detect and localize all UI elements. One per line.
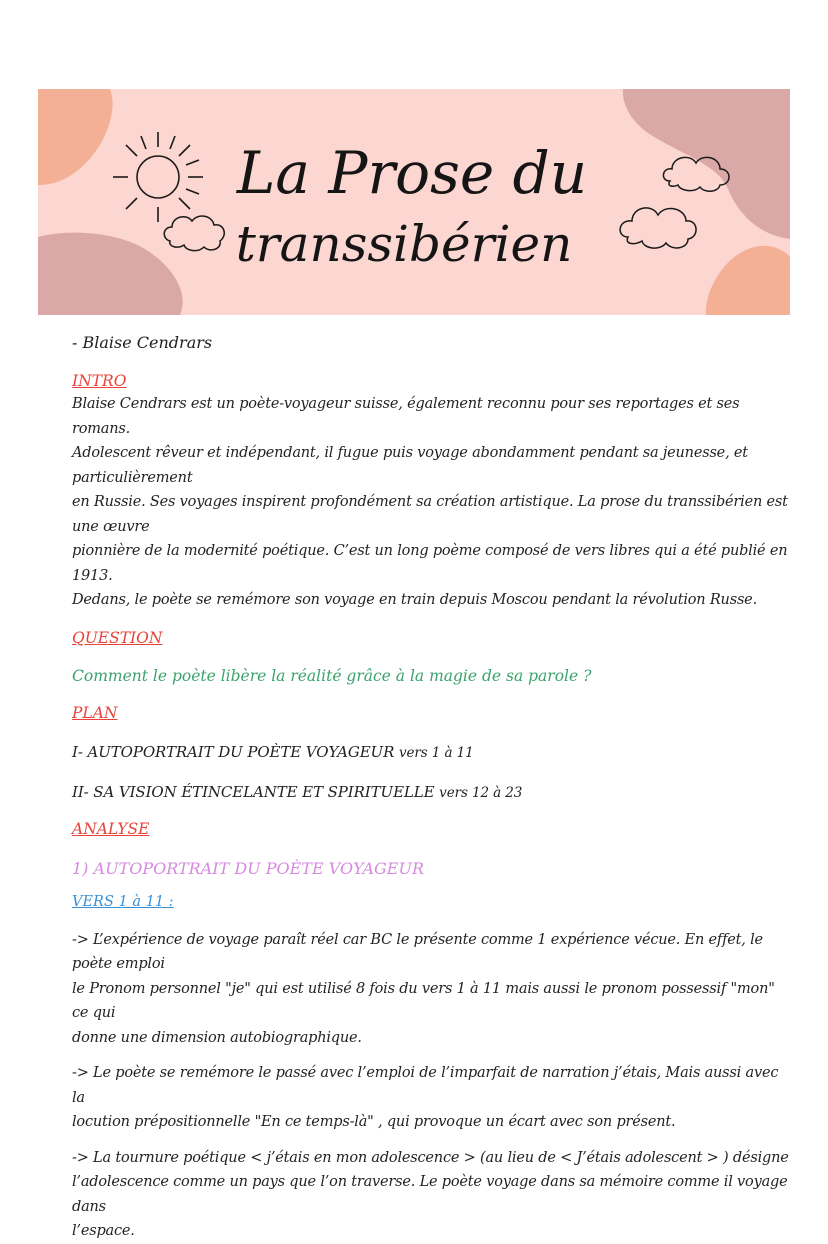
plan-part-2-title: II- SA VISION ÉTINCELANTE ET SPIRITUELLE: [72, 782, 440, 801]
intro-line: Blaise Cendrars est un poète-voyageur suisse, également reconnu pour ses reportages et ses romans.: [72, 396, 740, 437]
vers-label: VERS 1 à 11 :: [72, 893, 174, 910]
intro-heading: INTRO: [72, 372, 127, 390]
analyse-paragraph-2: [72, 1061, 792, 1135]
analyse-line: locution prépositionnelle "En ce temps-là" , qui provoque un écart avec son présent.: [72, 1114, 676, 1130]
author-line: - Blaise Cendrars: [72, 333, 213, 352]
analyse-paragraph-3: [72, 1146, 792, 1244]
plan-part-1-vers: vers 1 à 11: [398, 744, 474, 761]
document-body: [72, 333, 792, 1244]
analyse-line: -> La tournure poétique < j’étais en mon adolescence > (au lieu de < J’étais adolescent > ) désigne: [72, 1149, 789, 1166]
plan-part-1-title: I- AUTOPORTRAIT DU POÈTE VOYAGEUR: [72, 742, 399, 761]
analyse-line: -> L’expérience de voyage paraît réel car BC le présente comme 1 expérience vécue. En effet, le poète emploi: [72, 931, 763, 972]
banner-graphic: [38, 89, 790, 315]
intro-paragraph: [72, 392, 792, 613]
intro-line: en Russie. Ses voyages inspirent profondément sa création artistique. La prose du transsibérien est une œuvre: [72, 494, 788, 535]
analyse-line: le Pronom personnel "je" qui est utilisé 8 fois du vers 1 à 11 mais aussi le pronom possessif "mon" ce qui: [72, 980, 775, 1021]
banner-title-line2: transsibérien: [235, 215, 573, 273]
banner-title-line1: La Prose du: [236, 139, 588, 207]
plan-part-2: [72, 783, 792, 801]
analyse-line: l’adolescence comme un pays que l’on traverse. Le poète voyage dans sa mémoire comme il voyage dans: [72, 1174, 788, 1215]
intro-line: pionnière de la modernité poétique. C’est un long poème composé de vers libres qui a été publié en 1913.: [72, 543, 788, 584]
analyse-line: -> Le poète se remémore le passé avec l’emploi de l’imparfait de narration j’étais, Mais aussi avec la: [72, 1065, 779, 1106]
analyse-paragraph-1: [72, 928, 792, 1051]
plan-part-2-vers: vers 12 à 23: [439, 784, 523, 801]
analyse-line: l’espace.: [72, 1223, 135, 1239]
plan-heading: PLAN: [72, 703, 118, 722]
question-text: Comment le poète libère la réalité grâce à la magie de sa parole ?: [72, 666, 592, 685]
analyse-heading: ANALYSE: [72, 819, 150, 838]
intro-line: Adolescent rêveur et indépendant, il fugue puis voyage abondamment pendant sa jeunesse, et particulièrement: [72, 445, 748, 486]
question-heading: QUESTION: [72, 628, 163, 647]
title-banner: [38, 89, 790, 315]
intro-line: Dedans, le poète se remémore son voyage en train depuis Moscou pendant la révolution Russe.: [72, 592, 757, 608]
analyse-line: donne une dimension autobiographique.: [72, 1029, 362, 1046]
plan-part-1: [72, 743, 792, 761]
analyse-section-title: 1) AUTOPORTRAIT DU POÈTE VOYAGEUR: [72, 858, 424, 878]
